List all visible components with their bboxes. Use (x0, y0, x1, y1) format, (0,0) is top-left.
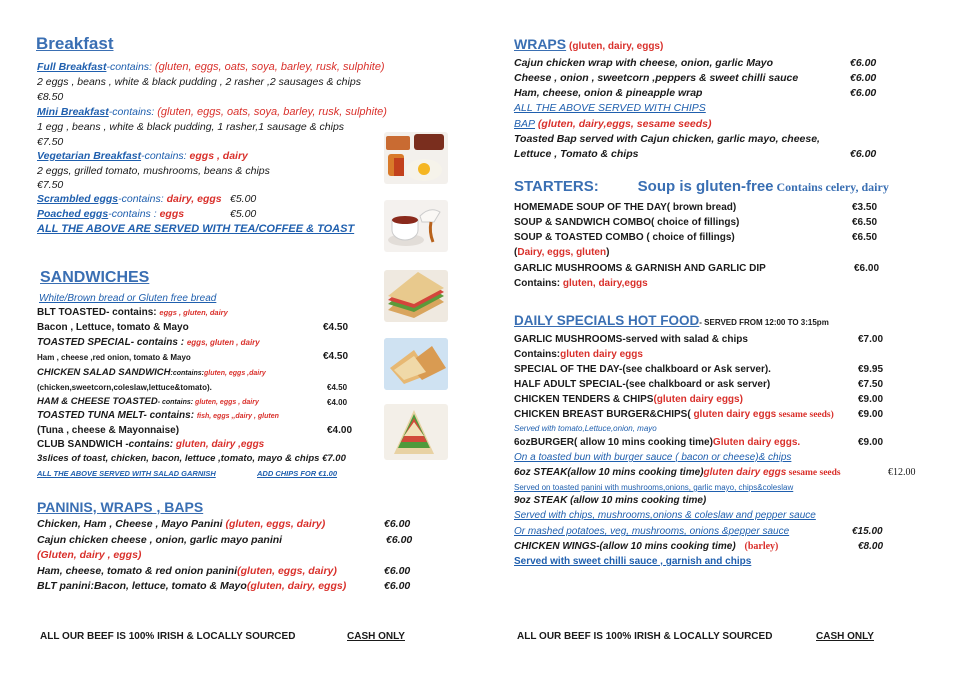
blt-desc: Bacon , Lettuce, tomato & Mayo (37, 322, 189, 333)
club-sandwich-title: CLUB SANDWICH -contains: gluten, dairy ,eggs (37, 439, 265, 450)
starter-item-3: SOUP & TOASTED COMBO ( choice of fillings) (514, 232, 735, 243)
toastie-photo (384, 338, 448, 390)
steak-6oz: 6oz STEAK(allow 10 mins cooking time)gluten dairy eggs sesame seeds (514, 467, 841, 478)
starter-item-2-price: €6.50 (852, 217, 878, 228)
starters-header: STARTERS: Soup is gluten-free Contains celery, dairy (514, 178, 889, 195)
right-beef-note: ALL OUR BEEF IS 100% IRISH & LOCALLY SOURCED (517, 631, 773, 642)
full-breakfast-desc: 2 eggs , beans , white & black pudding , 2 rasher ,2 sausages & chips (37, 76, 361, 88)
panini-item-3-price: €6.00 (384, 565, 411, 577)
sandwich-footer-chips: ADD CHIPS FOR €1.00 (257, 469, 338, 478)
starter-item-1: HOMEMADE SOUP OF THE DAY( brown bread) (514, 202, 737, 213)
poached-eggs-title: Poached eggs-contains : eggs (37, 208, 185, 220)
bread-options-note: White/Brown bread or Gluten free bread (39, 293, 217, 304)
wrap-item-1-price: €6.00 (850, 57, 877, 69)
scrambled-eggs-title: Scrambled eggs-contains: dairy, eggs (37, 193, 222, 205)
tea-photo (384, 200, 448, 252)
veg-breakfast-title: Vegetarian Breakfast-contains: eggs , dairy (37, 150, 248, 162)
veg-breakfast-price: €7.50 (37, 179, 64, 191)
special-garlic-mushrooms: GARLIC MUSHROOMS-served with salad & chips (514, 334, 748, 345)
starter-garlic-mushrooms: GARLIC MUSHROOMS & GARNISH AND GARLIC DIP (514, 263, 766, 274)
wrap-item-2: Cheese , onion , sweetcorn ,peppers & sweet chilli sauce (514, 72, 799, 84)
breakfast-photo (384, 132, 448, 184)
chicken-wings-price: €8.00 (858, 541, 884, 552)
starter-garlic-mushrooms-price: €6.00 (854, 263, 880, 274)
panini-item-4: BLT panini:Bacon, lettuce, tomato & Mayo(gluten, dairy, eggs) (37, 580, 347, 592)
club-sandwich-photo (384, 404, 448, 460)
half-adult-special: HALF ADULT SPECIAL-(see chalkboard or ask server) (514, 379, 771, 390)
sandwich-footer-garnish: ALL THE ABOVE SERVED WITH SALAD GARNISH (37, 469, 216, 478)
breakfast-footer-note: ALL THE ABOVE ARE SERVED WITH TEA/COFFEE & TOAST (37, 223, 355, 235)
special-of-the-day: SPECIAL OF THE DAY-(see chalkboard or Ask server). (514, 364, 771, 375)
panini-item-2-allergens: (Gluten, dairy , eggs) (37, 549, 142, 561)
mini-breakfast-title: Mini Breakfast-contains: (gluten, eggs, oats, soya, barley, rusk, sulphite) (37, 106, 387, 118)
burger-6oz-price: €9.00 (858, 437, 884, 448)
breast-burger-note: Served with tomato,Lettuce,onion, mayo (514, 424, 657, 433)
starter-item-3-price: €6.50 (852, 232, 878, 243)
panini-item-1: Chicken, Ham , Cheese , Mayo Panini (gluten, eggs, dairy) (37, 518, 326, 530)
chicken-salad-title: CHICKEN SALAD SANDWICH:contains:gluten, eggs ,dairy (37, 367, 266, 378)
veg-breakfast-desc: 2 eggs, grilled tomato, mushrooms, beans & chips (37, 165, 270, 177)
special-of-the-day-price: €9.95 (858, 364, 884, 375)
panini-item-2: Cajun chicken cheese , onion, garlic mayo panini (37, 534, 283, 546)
ham-cheese-price: €4.00 (327, 398, 348, 407)
special-garlic-mushrooms-price: €7.00 (858, 334, 884, 345)
wrap-item-3: Ham, cheese, onion & pineapple wrap (514, 87, 703, 99)
blt-title: BLT TOASTED- contains: eggs , gluten, dairy (37, 307, 228, 318)
chicken-salad-desc: (chicken,sweetcorn,coleslaw,lettuce&tomato). (37, 383, 212, 392)
wrap-item-1: Cajun chicken wrap with cheese, onion, garlic Mayo (514, 57, 774, 69)
tuna-melt-desc: (Tuna , cheese & Mayonnaise) (37, 425, 180, 436)
toasted-special-price: €4.50 (323, 351, 349, 362)
special-garlic-contains: Contains:gluten dairy eggs (514, 349, 643, 360)
ham-cheese-title: HAM & CHEESE TOASTED- contains: gluten, eggs , dairy (37, 396, 259, 407)
chicken-breast-burger-price: €9.00 (858, 409, 884, 420)
starter-garlic-contains: Contains: gluten, dairy,eggs (514, 278, 648, 289)
bap-title: BAP (gluten, dairy,eggs, sesame seeds) (514, 118, 712, 130)
full-breakfast-title: Full Breakfast-contains: (gluten, eggs, oats, soya, barley, rusk, sulphite) (37, 61, 385, 73)
club-sandwich-desc: 3slices of toast, chicken, bacon, lettuce ,tomato, mayo & chips €7.00 (37, 453, 346, 464)
chicken-wings: CHICKEN WINGS-(allow 10 mins cooking time) (barley) (514, 541, 779, 552)
breakfast-heading: Breakfast (36, 34, 114, 53)
combo-allergens: (Dairy, eggs, gluten) (514, 247, 610, 258)
mini-breakfast-price: €7.50 (37, 136, 64, 148)
full-breakfast-price: €8.50 (37, 91, 64, 103)
bap-desc-1: Toasted Bap served with Cajun chicken, garlic mayo, cheese, (514, 133, 820, 145)
tuna-melt-price: €4.00 (327, 425, 353, 436)
right-cash-only: CASH ONLY (816, 631, 874, 642)
mini-breakfast-desc: 1 egg , beans , white & black pudding, 1 rasher,1 sausage & chips (37, 121, 345, 133)
chicken-wings-note: Served with sweet chilli sauce , garnish and chips (514, 556, 752, 567)
panini-item-2-price: €6.00 (386, 534, 413, 546)
sandwiches-heading: SANDWICHES (40, 269, 150, 286)
blt-price: €4.50 (323, 322, 349, 333)
toasted-special-title: TOASTED SPECIAL- contains : eggs, gluten , dairy (37, 337, 260, 348)
toasted-special-desc: Ham , cheese ,red onion, tomato & Mayo (37, 353, 191, 362)
steak-9oz-note-2: Or mashed potatoes, veg, mushrooms, onions &pepper sauce (514, 526, 790, 537)
chicken-salad-price: €4.50 (327, 383, 348, 392)
half-adult-special-price: €7.50 (858, 379, 884, 390)
starter-item-2: SOUP & SANDWICH COMBO( choice of fillings) (514, 217, 740, 228)
scrambled-eggs-price: €5.00 (230, 193, 257, 205)
wrap-item-2-price: €6.00 (850, 72, 877, 84)
poached-eggs-price: €5.00 (230, 208, 257, 220)
starter-item-1-price: €3.50 (852, 202, 878, 213)
chicken-tenders: CHICKEN TENDERS & CHIPS(gluten dairy eggs) (514, 394, 743, 405)
steak-9oz-price: €15.00 (852, 526, 883, 537)
wraps-served-note: ALL THE ABOVE SERVED WITH CHIPS (514, 102, 706, 114)
wrap-item-3-price: €6.00 (850, 87, 877, 99)
steak-9oz: 9oz STEAK (allow 10 mins cooking time) (514, 495, 707, 506)
burger-note: On a toasted bun with burger sauce ( bacon or cheese)& chips (514, 452, 792, 463)
paninis-heading: PANINIS, WRAPS , BAPS (37, 499, 204, 515)
steak-6oz-price: €12.00 (888, 467, 916, 478)
chicken-breast-burger: CHICKEN BREAST BURGER&CHIPS( gluten dairy eggs sesame seeds) (514, 409, 834, 420)
burger-6oz: 6ozBURGER( allow 10 mins cooking time)Gluten dairy eggs. (514, 437, 801, 448)
sandwich-photo (384, 270, 448, 322)
panini-item-1-price: €6.00 (384, 518, 411, 530)
bap-price: €6.00 (850, 148, 877, 160)
wraps-header: WRAPS (gluten, dairy, eggs) (514, 36, 664, 52)
steak-9oz-note-1: Served with chips, mushrooms,onions & coleslaw and pepper sauce (514, 510, 816, 521)
chicken-tenders-price: €9.00 (858, 394, 884, 405)
specials-header: DAILY SPECIALS HOT FOOD- SERVED FROM 12:00 TO 3:15pm (514, 313, 829, 328)
left-cash-only: CASH ONLY (347, 631, 405, 642)
steak-6oz-note: Served on toasted panini with mushrooms,onions, garlic mayo, chips&coleslaw (514, 483, 794, 492)
panini-item-3: Ham, cheese, tomato & red onion panini(gluten, eggs, dairy) (37, 565, 337, 577)
panini-item-4-price: €6.00 (384, 580, 411, 592)
bap-desc-2: Lettuce , Tomato & chips (514, 148, 639, 160)
tuna-melt-title: TOASTED TUNA MELT- contains: fish, eggs ,,dairy , gluten (37, 410, 279, 421)
left-beef-note: ALL OUR BEEF IS 100% IRISH & LOCALLY SOURCED (40, 631, 296, 642)
